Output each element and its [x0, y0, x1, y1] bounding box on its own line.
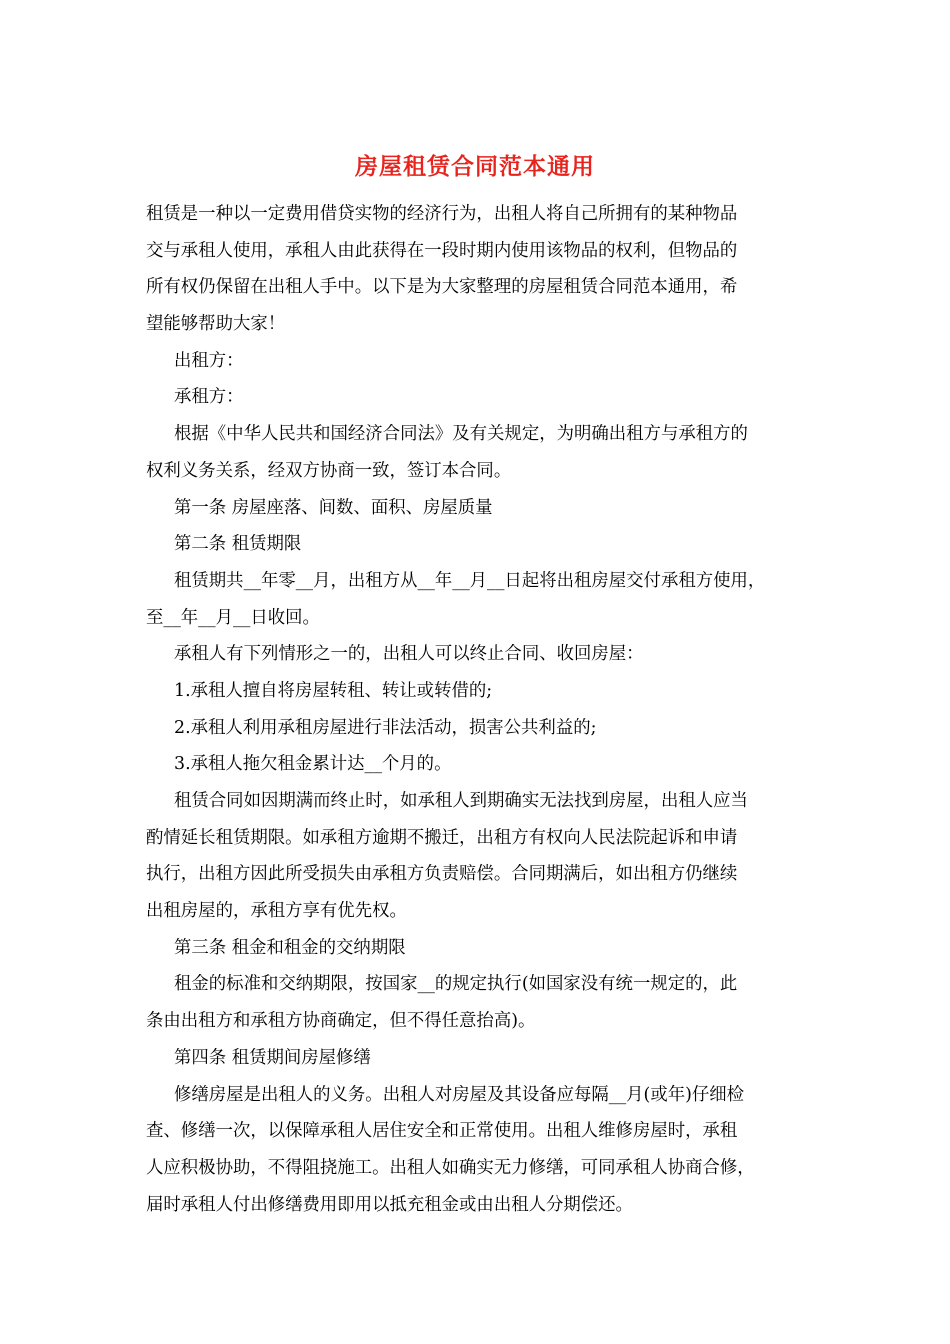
text-line: 根据《中华人民共和国经济合同法》及有关规定，为明确出租方与承租方的	[174, 424, 748, 445]
text-line: 出租房屋的，承租方享有优先权。	[146, 901, 407, 922]
text-line: 租赁合同如因期满而终止时，如承租人到期确实无法找到房屋，出租人应当	[174, 791, 748, 811]
text-line: 条由出租方和承租方协商确定，但不得任意抬高)。	[146, 1011, 536, 1032]
text-line: 承租方：	[174, 387, 244, 408]
text-line: 人应积极协助，不得阻挠施工。出租人如确实无力修缮，可同承租人协商合修，	[146, 1157, 755, 1178]
text-line: 租赁是一种以一定费用借贷实物的经济行为，出租人将自己所拥有的某种物品	[146, 204, 738, 224]
text-line: 至__年__月__日收回。	[146, 607, 320, 628]
text-line: 2.承租人利用承租房屋进行非法活动，损害公共利益的;	[174, 717, 597, 738]
text-line: 修缮房屋是出租人的义务。出租人对房屋及其设备应每隔__月(或年)仔细检	[174, 1084, 745, 1105]
text-line: 届时承租人付出修缮费用即用以抵充租金或由出租人分期偿还。	[146, 1194, 633, 1215]
text-line: 权利义务关系，经双方协商一致，签订本合同。	[146, 460, 512, 481]
text-line: 所有权仍保留在出租人手中。以下是为大家整理的房屋租赁合同范本通用，希	[146, 277, 738, 298]
text-line: 1.承租人擅自将房屋转租、转让或转借的;	[174, 680, 493, 701]
text-line: 出租方：	[174, 350, 244, 371]
text-line: 第一条 房屋座落、间数、面积、房屋质量	[174, 497, 493, 518]
text-line: 酌情延长租赁期限。如承租方逾期不搬迁，出租方有权向人民法院起诉和申请	[146, 827, 738, 848]
text-line: 第二条 租赁期限	[174, 534, 302, 555]
text-line: 承租人有下列情形之一的，出租人可以终止合同、收回房屋：	[174, 644, 644, 665]
text-line: 3.承租人拖欠租金累计达__个月的。	[174, 754, 452, 775]
text-line: 交与承租人使用，承租人由此获得在一段时期内使用该物品的权利，但物品的	[146, 240, 738, 261]
text-line: 望能够帮助大家！	[146, 314, 286, 335]
document-body	[146, 196, 816, 1223]
text-line: 租金的标准和交纳期限，按国家__的规定执行(如国家没有统一规定的，此	[174, 974, 738, 995]
text-line: 第四条 租赁期间房屋修缮	[174, 1047, 371, 1068]
text-line: 查、修缮一次，以保障承租人居住安全和正常使用。出租人维修房屋时，承租	[146, 1121, 738, 1142]
text-line: 租赁期共__年零__月，出租方从__年__月__日起将出租房屋交付承租方使用，	[174, 570, 766, 591]
text-line: 执行，出租方因此所受损失由承租方负责赔偿。合同期满后，如出租方仍继续	[146, 864, 738, 885]
text-line: 第三条 租金和租金的交纳期限	[174, 937, 406, 958]
document-title: 房屋租赁合同范本通用	[355, 153, 595, 180]
